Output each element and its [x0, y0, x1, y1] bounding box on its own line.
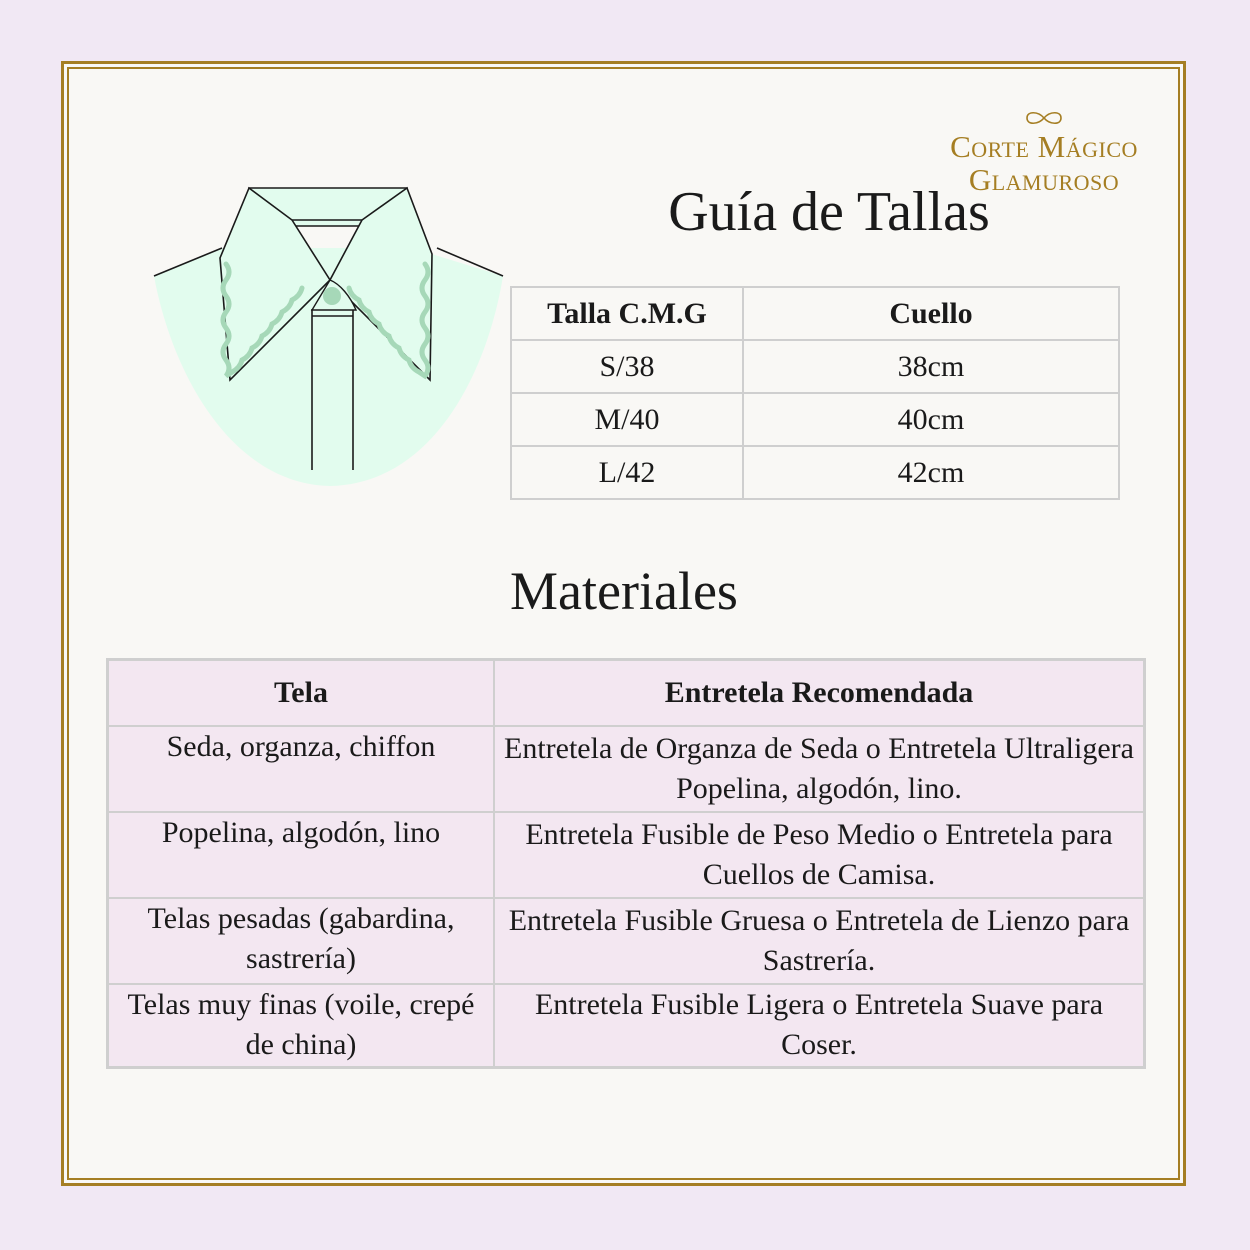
table-row	[511, 446, 1119, 499]
size-guide-card	[61, 61, 1186, 1186]
brand-name-line1: Corte Mágico	[950, 129, 1138, 164]
collar-button-icon	[323, 287, 341, 305]
infinity-icon	[1022, 110, 1066, 126]
size-cell: L/42	[511, 446, 743, 499]
neck-cell: 40cm	[743, 393, 1119, 446]
size-cell: S/38	[511, 340, 743, 393]
table-row	[108, 898, 1145, 984]
table-row	[511, 340, 1119, 393]
table-row	[108, 726, 1145, 812]
table-row	[108, 984, 1145, 1067]
shirt-collar-illustration	[152, 184, 507, 489]
interfacing-cell: Entretela Fusible Gruesa o Entretela de Lienzo para Sastrería.	[494, 898, 1145, 984]
brand-name-line2: Glamuroso	[968, 162, 1120, 197]
materials-table	[106, 658, 1146, 1069]
neck-cell: 38cm	[743, 340, 1119, 393]
table-row	[108, 812, 1145, 898]
column-header-interfacing: Entretela Recomendada	[494, 660, 1145, 727]
fabric-cell: Seda, organza, chiffon	[108, 726, 495, 812]
materials-title: Materiales	[510, 561, 738, 621]
neck-cell: 42cm	[743, 446, 1119, 499]
fabric-cell: Popelina, algodón, lino	[108, 812, 495, 898]
interfacing-cell: Entretela Fusible Ligera o Entretela Suave para Coser.	[494, 984, 1145, 1067]
column-header-fabric: Tela	[108, 660, 495, 727]
fabric-cell: Telas pesadas (gabardina, sastrería)	[108, 898, 495, 984]
size-table	[510, 286, 1120, 500]
column-header-neck: Cuello	[743, 287, 1119, 340]
size-guide-title: Guía de Tallas	[668, 181, 990, 243]
size-cell: M/40	[511, 393, 743, 446]
table-header-row	[108, 660, 1145, 727]
table-header-row	[511, 287, 1119, 340]
interfacing-cell: Entretela Fusible de Peso Medio o Entretela para Cuellos de Camisa.	[494, 812, 1145, 898]
interfacing-cell: Entretela de Organza de Seda o Entretela Ultraligera Popelina, algodón, lino.	[494, 726, 1145, 812]
column-header-size: Talla C.M.G	[511, 287, 743, 340]
fabric-cell: Telas muy finas (voile, crepé de china)	[108, 984, 495, 1067]
table-row	[511, 393, 1119, 446]
